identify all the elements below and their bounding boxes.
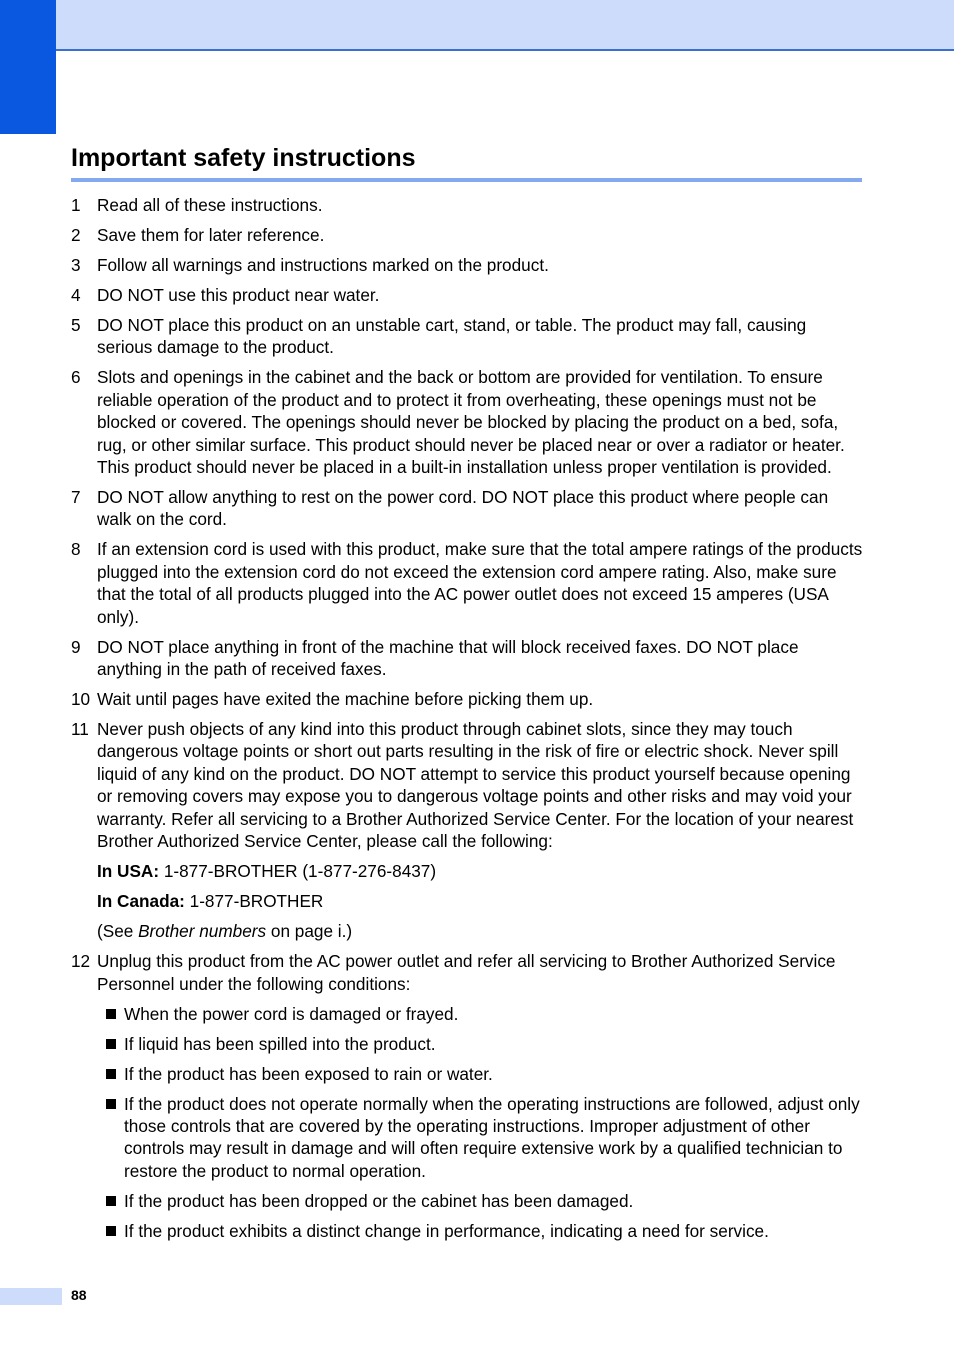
- square-bullet-icon: [106, 1196, 116, 1206]
- instruction-item: [71, 636, 863, 681]
- contact-usa: [71, 860, 863, 882]
- brother-numbers-link[interactable]: Brother numbers: [138, 921, 267, 942]
- instruction-item: [71, 314, 863, 359]
- square-bullet-icon: [106, 1226, 116, 1236]
- square-bullet-icon: [106, 1099, 116, 1109]
- item-number: 11: [71, 719, 89, 740]
- page-number: 88: [71, 1287, 87, 1303]
- usa-label: In USA:: [97, 861, 160, 882]
- canada-number: 1-877-BROTHER: [184, 891, 324, 912]
- item-text: DO NOT allow anything to rest on the power cord. DO NOT place this product where people can walk on the cord.: [97, 487, 829, 530]
- item-number: 1: [71, 195, 81, 215]
- condition-item: [71, 1093, 863, 1183]
- square-bullet-icon: [106, 1039, 116, 1049]
- item-number: 3: [71, 255, 81, 275]
- item-text: If an extension cord is used with this product, make sure that the total ampere ratings of the products plugged into the extension cord do not exceed the extension cord ampere rating. Also, make sure that the total of all products plugged into the AC power outlet does not exceed 15 amperes (USA only).: [97, 539, 863, 627]
- item-number: 8: [71, 539, 81, 560]
- item-number: 10: [71, 689, 91, 710]
- condition-text: When the power cord is damaged or frayed.: [124, 1003, 459, 1024]
- chapter-tab: [0, 0, 56, 134]
- condition-item: [71, 1033, 863, 1055]
- footer-band: [0, 1288, 62, 1305]
- condition-item: [71, 1190, 863, 1212]
- safety-instructions-list: [71, 194, 863, 1250]
- item-text: Never push objects of any kind into this product through cabinet slots, since they may touch dangerous voltage points or short out parts resulting in the risk of fire or electric shock. Never spill liquid of any kind on the product. DO NOT attempt to service this product yourself because opening or removing covers may expose you to dangerous voltage points and other risks and may void your warranty. Refer all servicing to a Brother Authorized Service Center. For the location of your nearest Brother Authorized Service Center, please call the following:: [97, 719, 854, 852]
- item-number: 2: [71, 225, 81, 245]
- item-text: DO NOT place this product on an unstable cart, stand, or table. The product may fall, causing serious damage to the product.: [97, 315, 807, 358]
- item-number: 5: [71, 315, 81, 335]
- heading-rule: [71, 178, 862, 182]
- instruction-item: [71, 224, 863, 246]
- condition-text: If liquid has been spilled into the product.: [124, 1033, 436, 1054]
- item-text: DO NOT use this product near water.: [97, 285, 380, 305]
- instruction-item: [71, 718, 863, 852]
- instruction-item: [71, 284, 863, 306]
- see-reference: [71, 920, 863, 942]
- item-number: 4: [71, 285, 81, 305]
- condition-item: [71, 1063, 863, 1085]
- condition-text: If the product has been exposed to rain or water.: [124, 1063, 493, 1084]
- item-text: Follow all warnings and instructions marked on the product.: [97, 255, 549, 275]
- square-bullet-icon: [106, 1009, 116, 1019]
- see-prefix: (See: [97, 921, 139, 942]
- item-text: Unplug this product from the AC power outlet and refer all servicing to Brother Authorized Service Personnel under the following conditions:: [97, 951, 836, 994]
- condition-text: If the product has been dropped or the cabinet has been damaged.: [124, 1190, 634, 1211]
- item-number: 9: [71, 636, 81, 657]
- page-title: Important safety instructions: [71, 144, 416, 172]
- usa-number: 1-877-BROTHER (1-877-276-8437): [159, 861, 437, 882]
- condition-text: If the product does not operate normally when the operating instructions are followed, adjust only those controls that are covered by the operating instructions. Improper adjustment of other controls may result in damage and will often require extensive work by a qualified technician to restore the product to normal operation.: [124, 1093, 860, 1181]
- item-number: 6: [71, 367, 81, 388]
- contact-canada: [71, 890, 863, 912]
- item-number: 7: [71, 487, 81, 508]
- canada-label: In Canada:: [97, 891, 185, 912]
- item-text: Slots and openings in the cabinet and the back or bottom are provided for ventilation. To ensure reliable operation of the product and to protect it from overheating, these openings must not be blocked or covered. The openings should never be blocked by placing the product on a bed, sofa, rug, or other similar surface. This product should never be placed near or over a radiator or heater. This product should never be placed in a built-in installation unless proper ventilation is provided.: [97, 367, 845, 478]
- instruction-item: [71, 486, 863, 531]
- condition-text: If the product exhibits a distinct change in performance, indicating a need for service.: [124, 1220, 769, 1241]
- item-text: Wait until pages have exited the machine before picking them up.: [97, 689, 594, 710]
- condition-item: [71, 1003, 863, 1025]
- see-suffix: on page i.): [266, 921, 353, 942]
- item-text: DO NOT place anything in front of the machine that will block received faxes. DO NOT place anything in the path of received faxes.: [97, 636, 799, 680]
- instruction-item: [71, 366, 863, 478]
- square-bullet-icon: [106, 1069, 116, 1079]
- instruction-item: [71, 538, 863, 628]
- item-text: Save them for later reference.: [97, 225, 325, 245]
- instruction-item: [71, 254, 863, 276]
- item-text: Read all of these instructions.: [97, 195, 323, 215]
- instruction-item: [71, 194, 863, 216]
- condition-item: [71, 1220, 863, 1242]
- instruction-item: [71, 950, 863, 995]
- item-number: 12: [71, 951, 91, 972]
- header-band: [0, 0, 954, 51]
- instruction-item: [71, 688, 863, 710]
